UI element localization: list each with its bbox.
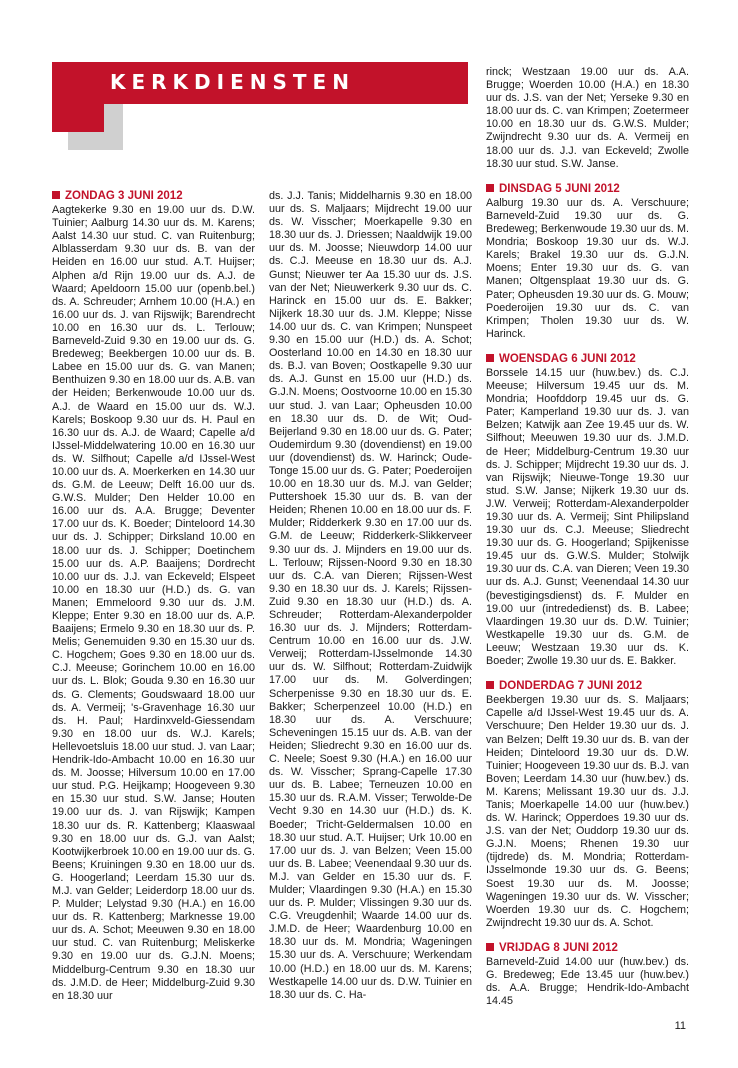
section-header-bar xyxy=(52,62,468,104)
header-accent-block xyxy=(52,104,104,132)
page-number: 11 xyxy=(674,1020,686,1032)
service-listing: Aalburg 19.30 uur ds. A. Verschuure; Barneveld-Zuid 19.30 uur ds. G. Bredeweg; Berkenwoude 19.30 uur ds. M. Mondria; Boskoop 19.30 uur ds. W.J. Karels; Brakel 19.30 uur ds. G.J.N. Moens; Enter 19.30 uur ds. G. van Manen; Oltgensplaat 19.30 uur ds. G. Pater; Opheusden 19.30 uur ds. G. Mouw; Poederoijen 19.30 uur ds. C. van Krimpen; Tholen 19.30 uur ds. W. Harinck. xyxy=(486,196,689,340)
service-listing: Beekbergen 19.30 uur ds. S. Maljaars; Capelle a/d IJssel-West 19.45 uur ds. A. Verschuure; Den Helder 19.30 uur ds. J. van Belzen; Delft 19.30 uur ds. B. van der Heiden; Dinteloord 19.30 uur ds. D.W. Tuinier; Hoogeveen 19.30 uur ds. B.J. van Boven; Leerdam 14.30 uur (huw.bev.) ds. M. Karens; Melissant 19.30 uur ds. J.J. Tanis; Moerkapelle 14.00 uur (huw.bev.) ds. W. Harinck; Opperdoes 19.30 uur ds. J.S. van der Net; Ouddorp 19.30 uur ds. G.J.N. Moens; Rhenen 19.30 uur (tijdrede) ds. M. Mondria; Rotterdam-IJsselmonde 19.30 uur ds. G. Beens; Soest 19.30 uur ds. M. Joosse; Wageningen 19.30 uur ds. W. Visscher; Woerden 19.30 uur ds. C. Hogchem; Zwijndrecht 19.30 uur ds. A. Schot. xyxy=(486,694,689,929)
service-listing: Aagtekerke 9.30 en 19.00 uur ds. D.W. Tuinier; Aalburg 14.30 uur ds. M. Karens; Aalst 14.30 uur stud. C. van Ruitenburg; Alblasserdam 9.30 uur ds. B. van der Heiden en 16.00 uur stud. A.T. Huijser; Alphen a/d Rijn 19.00 uur ds. A.J. de Waard; Apeldoorn 15.00 uur (openb.bel.) ds. A. Schreuder; Arnhem 10.00 (H.A.) en 16.00 uur ds. J. van Rijswijk; Barendrecht 10.00 en 16.30 uur ds. L. Terlouw; Barneveld-Zuid 9.30 en 19.00 uur ds. G. Bredeweg; Beekbergen 10.00 uur ds. B. Labee en 15.00 uur ds. G. van Manen; Benthuizen 9.30 en 18.00 uur ds. A.B. van der Heiden; Berkenwoude 10.00 uur ds. A.J. de Waard en 15.00 uur ds. W.J. Karels; Boskoop 9.30 uur ds. H. Paul en 16.30 uur ds. A.J. de Waard; Capelle a/d IJssel-Middelwatering 10.00 en 16.30 uur ds. W. Silfhout; Capelle a/d IJssel-West 10.00 uur ds. A. Moerkerken en 14.30 uur ds. G.M. de Leeuw; Delft 16.00 uur ds. G.W.S. Mulder; Den Helder 10.00 en 16.00 uur ds. A.A. Brugge; Deventer 17.00 uur ds. K. Boeder; Dinteloord 14.30 uur ds. J. Schipper; Dirksland 10.00 en 18.00 uur ds. J. Schipper; Doetinchem 15.00 uur ds. A.P. Baaijens; Dordrecht 10.00 uur ds. J.J. van Eckeveld; Elspeet 10.00 en 18.30 uur (H.D.) ds. G. van Manen; Emmeloord 9.30 uur ds. J.M. Kleppe; Enter 9.30 en 18.00 uur ds. A.P. Baaijens; Ermelo 9.30 en 18.30 uur ds. P. Melis; Genemuiden 9.30 en 15.30 uur ds. C. Hogchem; Goes 9.30 en 18.00 uur ds. C.J. Meeuse; Gorinchem 10.00 en 16.00 uur ds. L. Blok; Gouda 9.30 en 16.30 uur ds. G. Clements; Goudswaard 18.00 uur ds. A. Vermeij; 's-Gravenhage 16.30 uur ds. H. Paul; Hardinxveld-Giessendam 9.30 en 18.00 uur ds. W.J. Karels; Hellevoetsluis 18.00 uur stud. J. van Laar; Hendrik-Ido-Ambacht 10.00 en 16.30 uur ds. M. Joosse; Hilversum 10.00 en 17.00 uur stud. P.G. Heijkamp; Hoogeveen 9.30 en 15.30 uur stud. S.W. Janse; Houten 19.00 uur ds. J. van Rijswijk; Kampen 18.30 uur ds. R. Kattenberg; Klaaswaal 9.30 en 18.00 uur ds. G.J. van Aalst; Kootwijkerbroek 10.00 en 19.00 uur ds. G. Beens; Kruiningen 9.30 en 18.00 uur ds. G. Hoogerland; Leerdam 15.30 uur ds. M.J. van Gelder; Leiderdorp 18.00 uur ds. P. Mulder; Lelystad 9.30 (H.A.) en 16.00 uur ds. R. Kattenberg; Marknesse 19.00 uur ds. A. Schot; Meeuwen 9.30 en 18.00 uur stud. C. van Ruitenburg; Meliskerke 9.30 en 19.00 uur ds. G.J.N. Moens; Middelburg-Centrum 9.30 en 18.30 uur ds. J.M.D. de Heer; Middelburg-Zuid 9.30 en 18.30 uur xyxy=(52,204,255,1002)
square-bullet-icon xyxy=(486,184,494,192)
day-heading-sunday xyxy=(52,190,255,203)
day-heading-label: DINSDAG 5 JUNI 2012 xyxy=(499,182,620,195)
section-title: KERKDIENSTEN xyxy=(110,70,355,94)
day-heading-label: DONDERDAG 7 JUNI 2012 xyxy=(499,680,643,693)
day-heading-tuesday xyxy=(486,183,689,196)
square-bullet-icon xyxy=(486,681,494,689)
service-listing: Borssele 14.15 uur (huw.bev.) ds. C.J. Meeuse; Hilversum 19.45 uur ds. M. Mondria; Hoofddorp 19.45 uur ds. G. Pater; Kamperland 19.30 uur ds. J. van Belzen; Katwijk aan Zee 19.45 uur ds. W. Silfhout; Meeuwen 19.30 uur ds. J.M.D. de Heer; Middelburg-Centrum 19.30 uur ds. J. Schipper; Mijdrecht 19.30 uur ds. J. van Rijswijk; Nieuwe-Tonge 19.30 uur stud. S.W. Janse; Nijkerk 19.30 uur ds. J.W. Verweij; Rotterdam-Alexanderpolder 19.30 uur ds. A. Vermeij; Sint Philipsland 19.30 uur ds. C.J. Meeuse; Sliedrecht 19.30 uur ds. G. Hoogerland; Spijkenisse 19.45 uur ds. G.W.S. Mulder; Stolwijk 19.30 uur ds. C.A. van Dieren; Veen 19.30 uur ds. A.J. Gunst; Veenendaal 14.30 uur (bevestigingsdienst) ds. F. Mulder en 19.00 uur (intrededienst) ds. B. Labee; Vlaardingen 19.30 uur ds. D.W. Tuinier; Westkapelle 19.30 uur ds. G.M. de Leeuw; Westzaan 19.30 uur ds. K. Boeder; Zwolle 19.30 uur ds. E. Bakker. xyxy=(486,366,689,668)
square-bullet-icon xyxy=(52,191,60,199)
day-heading-wednesday xyxy=(486,353,689,366)
square-bullet-icon xyxy=(486,943,494,951)
day-heading-label: WOENSDAG 6 JUNI 2012 xyxy=(499,352,636,365)
day-heading-friday xyxy=(486,942,689,955)
service-listing: Barneveld-Zuid 14.00 uur (huw.bev.) ds. G. Bredeweg; Ede 13.45 uur (huw.bev.) ds. A.A. Brugge; Hendrik-Ido-Ambacht 14.45 xyxy=(486,956,689,1008)
day-heading-label: ZONDAG 3 JUNI 2012 xyxy=(65,190,183,202)
square-bullet-icon xyxy=(486,354,494,362)
column-3 xyxy=(486,66,689,1008)
service-listing: ds. J.J. Tanis; Middelharnis 9.30 en 18.00 uur ds. S. Maljaars; Mijdrecht 19.00 uur ds. W. Visscher; Moerkapelle 9.30 en 18.30 uur ds. J. Driessen; Naaldwijk 19.00 uur ds. M. Joosse; Nieuwdorp 14.00 uur ds. C.J. Meeuse en 18.30 uur ds. A.J. Gunst; Nieuwer ter Aa 15.30 uur ds. J.S. van der Net; Nieuwerkerk 9.30 uur ds. C. Harinck en 15.00 uur ds. E. Bakker; Nijkerk 18.30 uur ds. J.M. Kleppe; Nisse 14.00 uur ds. C. van Krimpen; Nunspeet 9.30 en 15.00 uur (H.D.) ds. A. Schot; Oosterland 10.00 en 14.30 en 18.30 uur ds. B.J. van Boven; Oostkapelle 9.30 uur ds. A.J. Gunst en 15.00 uur (H.D.) ds. G.J.N. Moens; Oostvoorne 10.00 en 15.30 uur stud. J. van Laar; Opheusden 10.00 en 18.30 uur ds. D. de Wit; Oud-Beijerland 9.30 en 18.00 uur ds. G. Pater; Oudemirdum 9.30 (dovendienst) en 19.00 uur (dovendienst) ds. W. Harinck; Oude-Tonge 15.00 uur ds. G. Pater; Poederoijen 10.00 en 18.30 uur ds. M.J. van Gelder; Puttershoek 15.30 uur ds. B. van der Heiden; Rhenen 10.00 en 18.00 uur ds. F. Mulder; Ridderkerk 9.30 en 17.00 uur ds. G.M. de Leeuw; Ridderkerk-Slikkerveer 9.30 uur ds. J. Mijnders en 19.00 uur ds. L. Terlouw; Rijssen-Noord 9.30 en 18.30 uur ds. C.A. van Dieren; Rijssen-West 9.30 en 18.30 uur ds. J. Karels; Rijssen-Zuid 9.30 en 18.30 uur (H.D.) ds. A. Schreuder; Rotterdam-Alexanderpolder 16.30 uur ds. J. Mijnders; Rotterdam-Centrum 10.00 en 16.00 uur ds. J.W. Verweij; Rotterdam-IJsselmonde 14.30 uur ds. W. Silfhout; Rotterdam-Zuidwijk 17.00 uur ds. M. Golverdingen; Scherpenisse 9.30 en 18.30 uur ds. E. Bakker; Scherpenzeel 10.00 (H.D.) en 18.30 uur ds. A. Verschuure; Scheveningen 15.15 uur ds. A.B. van der Heiden; Sliedrecht 9.30 en 16.00 uur ds. C. Neele; Soest 9.30 (H.A.) en 16.00 uur ds. W. Visscher; Sprang-Capelle 17.30 uur ds. B. Labee; Terneuzen 10.00 en 15.30 uur ds. R.A.M. Visser; Terwolde-De Vecht 9.30 en 14.30 uur (H.D.) ds. K. Boeder; Tricht-Geldermalsen 10.00 en 18.30 uur stud. A.T. Huijser; Urk 10.00 en 17.00 uur ds. J. van Belzen; Veen 15.00 uur ds. B. Labee; Veenendaal 9.30 uur ds. M.J. van Gelder en 15.30 uur ds. F. Mulder; Vlaardingen 9.30 (H.A.) en 15.30 uur ds. P. Mulder; Vlissingen 9.30 uur ds. C.G. Vreugdenhil; Waarde 14.00 uur ds. J.M.D. de Heer; Waardenburg 10.00 en 18.30 uur ds. M. Mondria; Wageningen 15.30 uur ds. A. Verschuure; Werkendam 10.00 (H.D.) en 18.00 uur ds. M. Karens; Westkapelle 14.00 uur ds. D.W. Tuinier en 18.30 uur ds. C. Ha- xyxy=(269,190,472,1001)
day-heading-label: VRIJDAG 8 JUNI 2012 xyxy=(499,941,618,954)
service-listing: rinck; Westzaan 19.00 uur ds. A.A. Brugge; Woerden 10.00 (H.A.) en 18.30 uur ds. J.S. van der Net; Yerseke 9.30 en 18.00 uur ds. C. van Krimpen; Zoetermeer 10.00 en 18.30 uur ds. G.W.S. Mulder; Zwijndrecht 9.30 uur ds. A. Vermeij en 18.00 uur ds. J.J. van Eckeveld; Zwolle 18.30 uur stud. S.W. Janse. xyxy=(486,66,689,170)
column-2 xyxy=(269,190,472,1002)
column-1 xyxy=(52,190,255,1003)
day-heading-thursday xyxy=(486,680,689,693)
